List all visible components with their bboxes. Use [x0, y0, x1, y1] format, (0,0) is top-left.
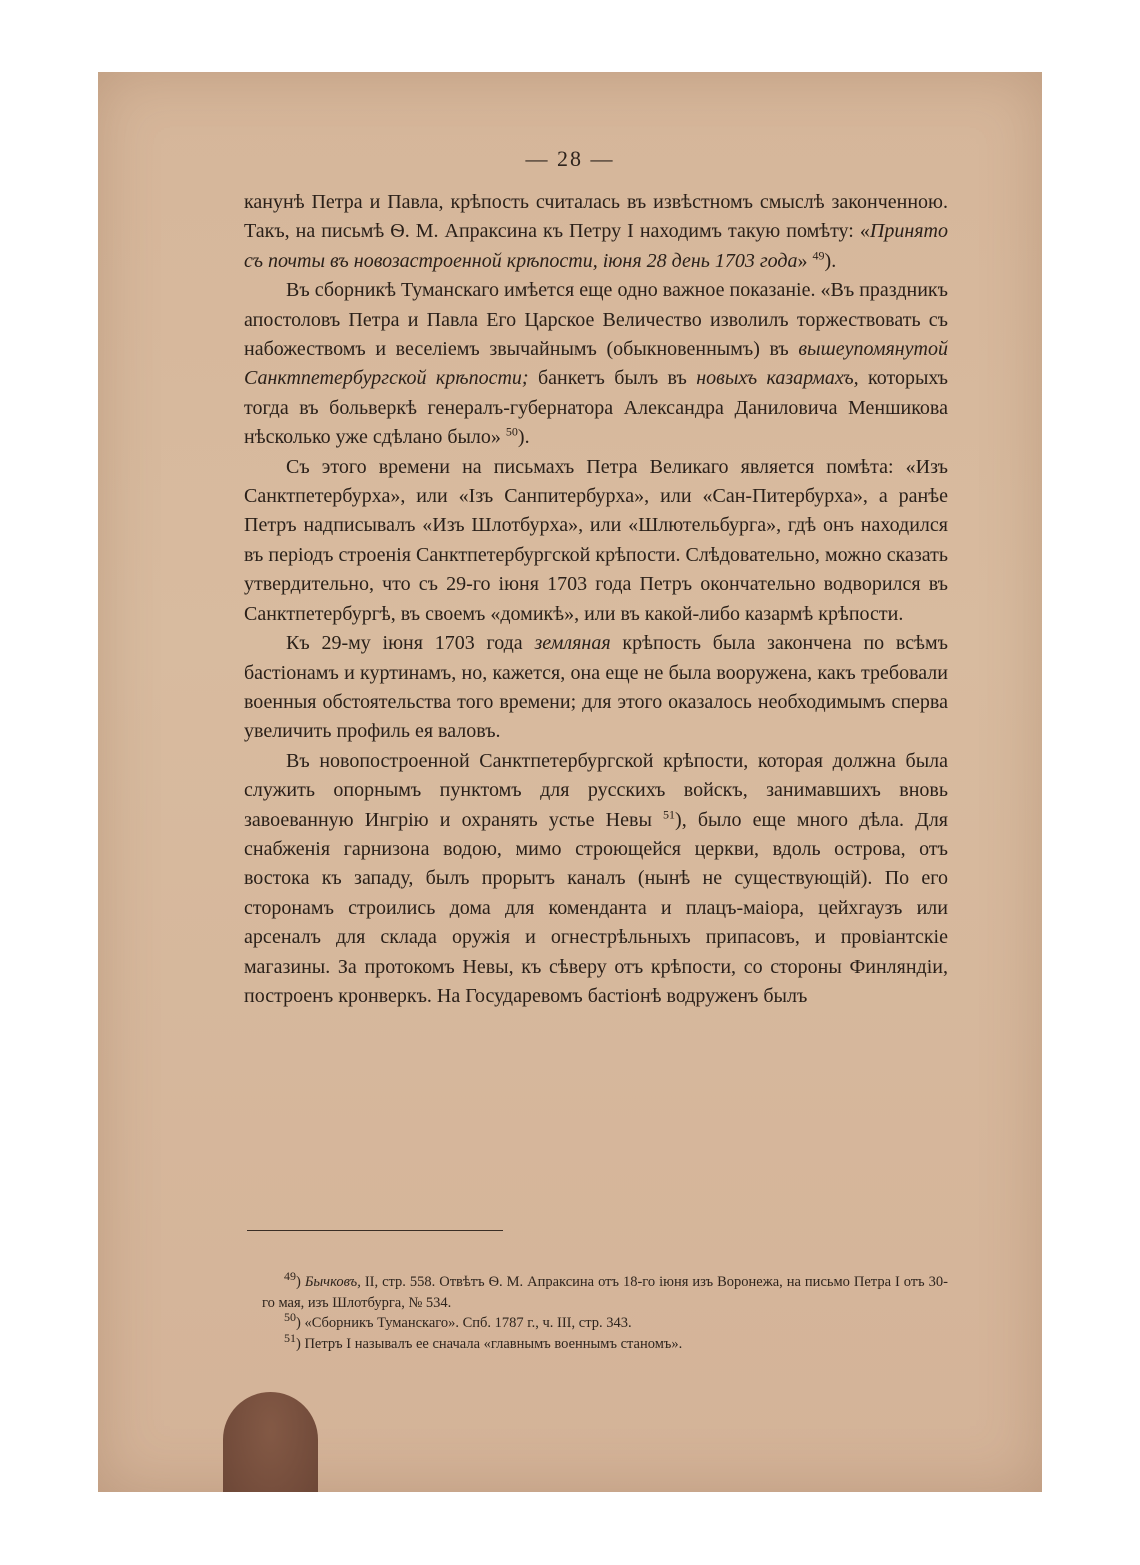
- text-run: крѣпость была закончена по всѣмъ бастiонамъ и куртинамъ, но, кажется, она еще не была вооружена, какъ требовали военныя обстоятельства того времени; для этого оказалось необходимымъ сперва увеличить профиль ея валовъ.: [244, 632, 948, 743]
- text-run: ).: [517, 426, 530, 449]
- body-text: [244, 188, 948, 1011]
- paragraph: [244, 629, 948, 747]
- page-number: — 28 —: [525, 146, 615, 171]
- text-run: Съ этого времени на письмахъ Петра Великаго является помѣта: «Изъ Санктпетербурха», или «Iзъ Санпитербурха», или «Сан-Питербурха», а ранѣе Петръ надписывалъ «Изъ Шлотбурха», или «Шлютельбурга», гдѣ онъ находился въ перiодъ строенiя Санктпетербургской крѣпости. Слѣдовательно, можно сказать утвердительно, что съ 29-го iюня 1703 года Петръ окончательно водворился въ Санктпетербургѣ, въ своемъ «домикѣ», или въ какой-либо казармѣ крѣпости.: [244, 455, 948, 625]
- text-run: канунѣ Петра и Павла, крѣпость считалась въ извѣстномъ смыслѣ законченною. Такъ, на письмѣ Ѳ. М. Апраксина къ Петру I находимъ такую помѣту: «: [244, 191, 948, 243]
- thumb-shadow: [223, 1392, 318, 1492]
- text-run: Въ сборникѣ Туманскаго имѣется еще одно важное показанiе. «Въ праздникъ апостоловъ Петра и Павла Его Царское Величество изволилъ торжествовать съ набожествомъ и веселiемъ звычайнымъ (обыкновеннымъ) въ: [244, 279, 948, 361]
- italic-text: Бычковъ,: [304, 1274, 361, 1290]
- paragraph: [244, 276, 948, 452]
- text-run: ), было еще много дѣла. Для снабженiя гарнизона водою, мимо строющейся церкви, вдоль острова, отъ востока къ западу, былъ прорытъ каналъ (нынѣ не существующiй). По его сторонамъ строились дома для коменданта и плацъ-маiора, цейхгаузъ или арсеналъ для склада оружiя и огнестрѣльныхъ припасовъ, и провiантскiе магазины. За протокомъ Невы, къ сѣверу отъ крѣпости, со стороны Финляндiи, построенъ кронверкъ. На Государевомъ бастiонѣ водруженъ былъ: [244, 808, 949, 1007]
- footnote-ref: 49: [812, 248, 825, 263]
- text-run: которыхъ тогда въ больверкѣ генералъ-губернатора Александра Даниловича Меншикова нѣсколько уже сдѣлано было»: [244, 367, 948, 449]
- italic-text: земляная: [534, 632, 611, 655]
- footnotes: [262, 1269, 948, 1354]
- text-run: II, стр. 558. Отвѣтъ Ѳ. М. Апраксина отъ 18-го iюня изъ Воронежа, на письмо Петра I отъ 30-го мая, изъ Шлотбурга, № 534.: [262, 1274, 948, 1311]
- text-run: банкетъ былъ въ: [528, 367, 697, 390]
- footnote: [262, 1330, 948, 1355]
- paragraph: [244, 188, 948, 276]
- text-run: ): [296, 1274, 305, 1290]
- footnote-ref: 51: [663, 806, 676, 821]
- text-run: ).: [824, 249, 837, 272]
- text-run: »: [797, 249, 813, 272]
- paragraph: [244, 747, 948, 1012]
- text-run: Въ новопостроенной Санктпетербургской крѣпости, которая должна была служить опорнымъ пунктомъ для русскихъ войскъ, занимавшихъ вновь завоеванную Ингрiю и охранять устье Невы: [244, 749, 948, 831]
- paragraph: [244, 453, 948, 629]
- footnote: [262, 1269, 948, 1313]
- footnote-ref: 49: [284, 1269, 296, 1284]
- italic-text: новыхъ казармахъ,: [696, 367, 859, 390]
- italic-text: вышеупомянутой Санктпетербургской крѣпости;: [244, 338, 948, 390]
- text-run: Къ 29-му iюня 1703 года: [286, 632, 535, 655]
- text-run: ) Петръ I называлъ ее сначала «главнымъ военнымъ станомъ».: [296, 1335, 683, 1352]
- italic-text: Принято съ почты въ новозастроенной крѣпости, iюня 28 день 1703 года: [244, 220, 948, 272]
- footnote-ref: 50: [505, 424, 518, 439]
- footnote-ref: 51: [284, 1330, 296, 1345]
- footnote: [262, 1310, 948, 1334]
- footnote-ref: 50: [284, 1310, 296, 1325]
- text-run: ) «Сборникъ Туманскаго». Спб. 1787 г., ч. III, стр. 343.: [296, 1315, 632, 1331]
- footnote-separator: [247, 1230, 503, 1231]
